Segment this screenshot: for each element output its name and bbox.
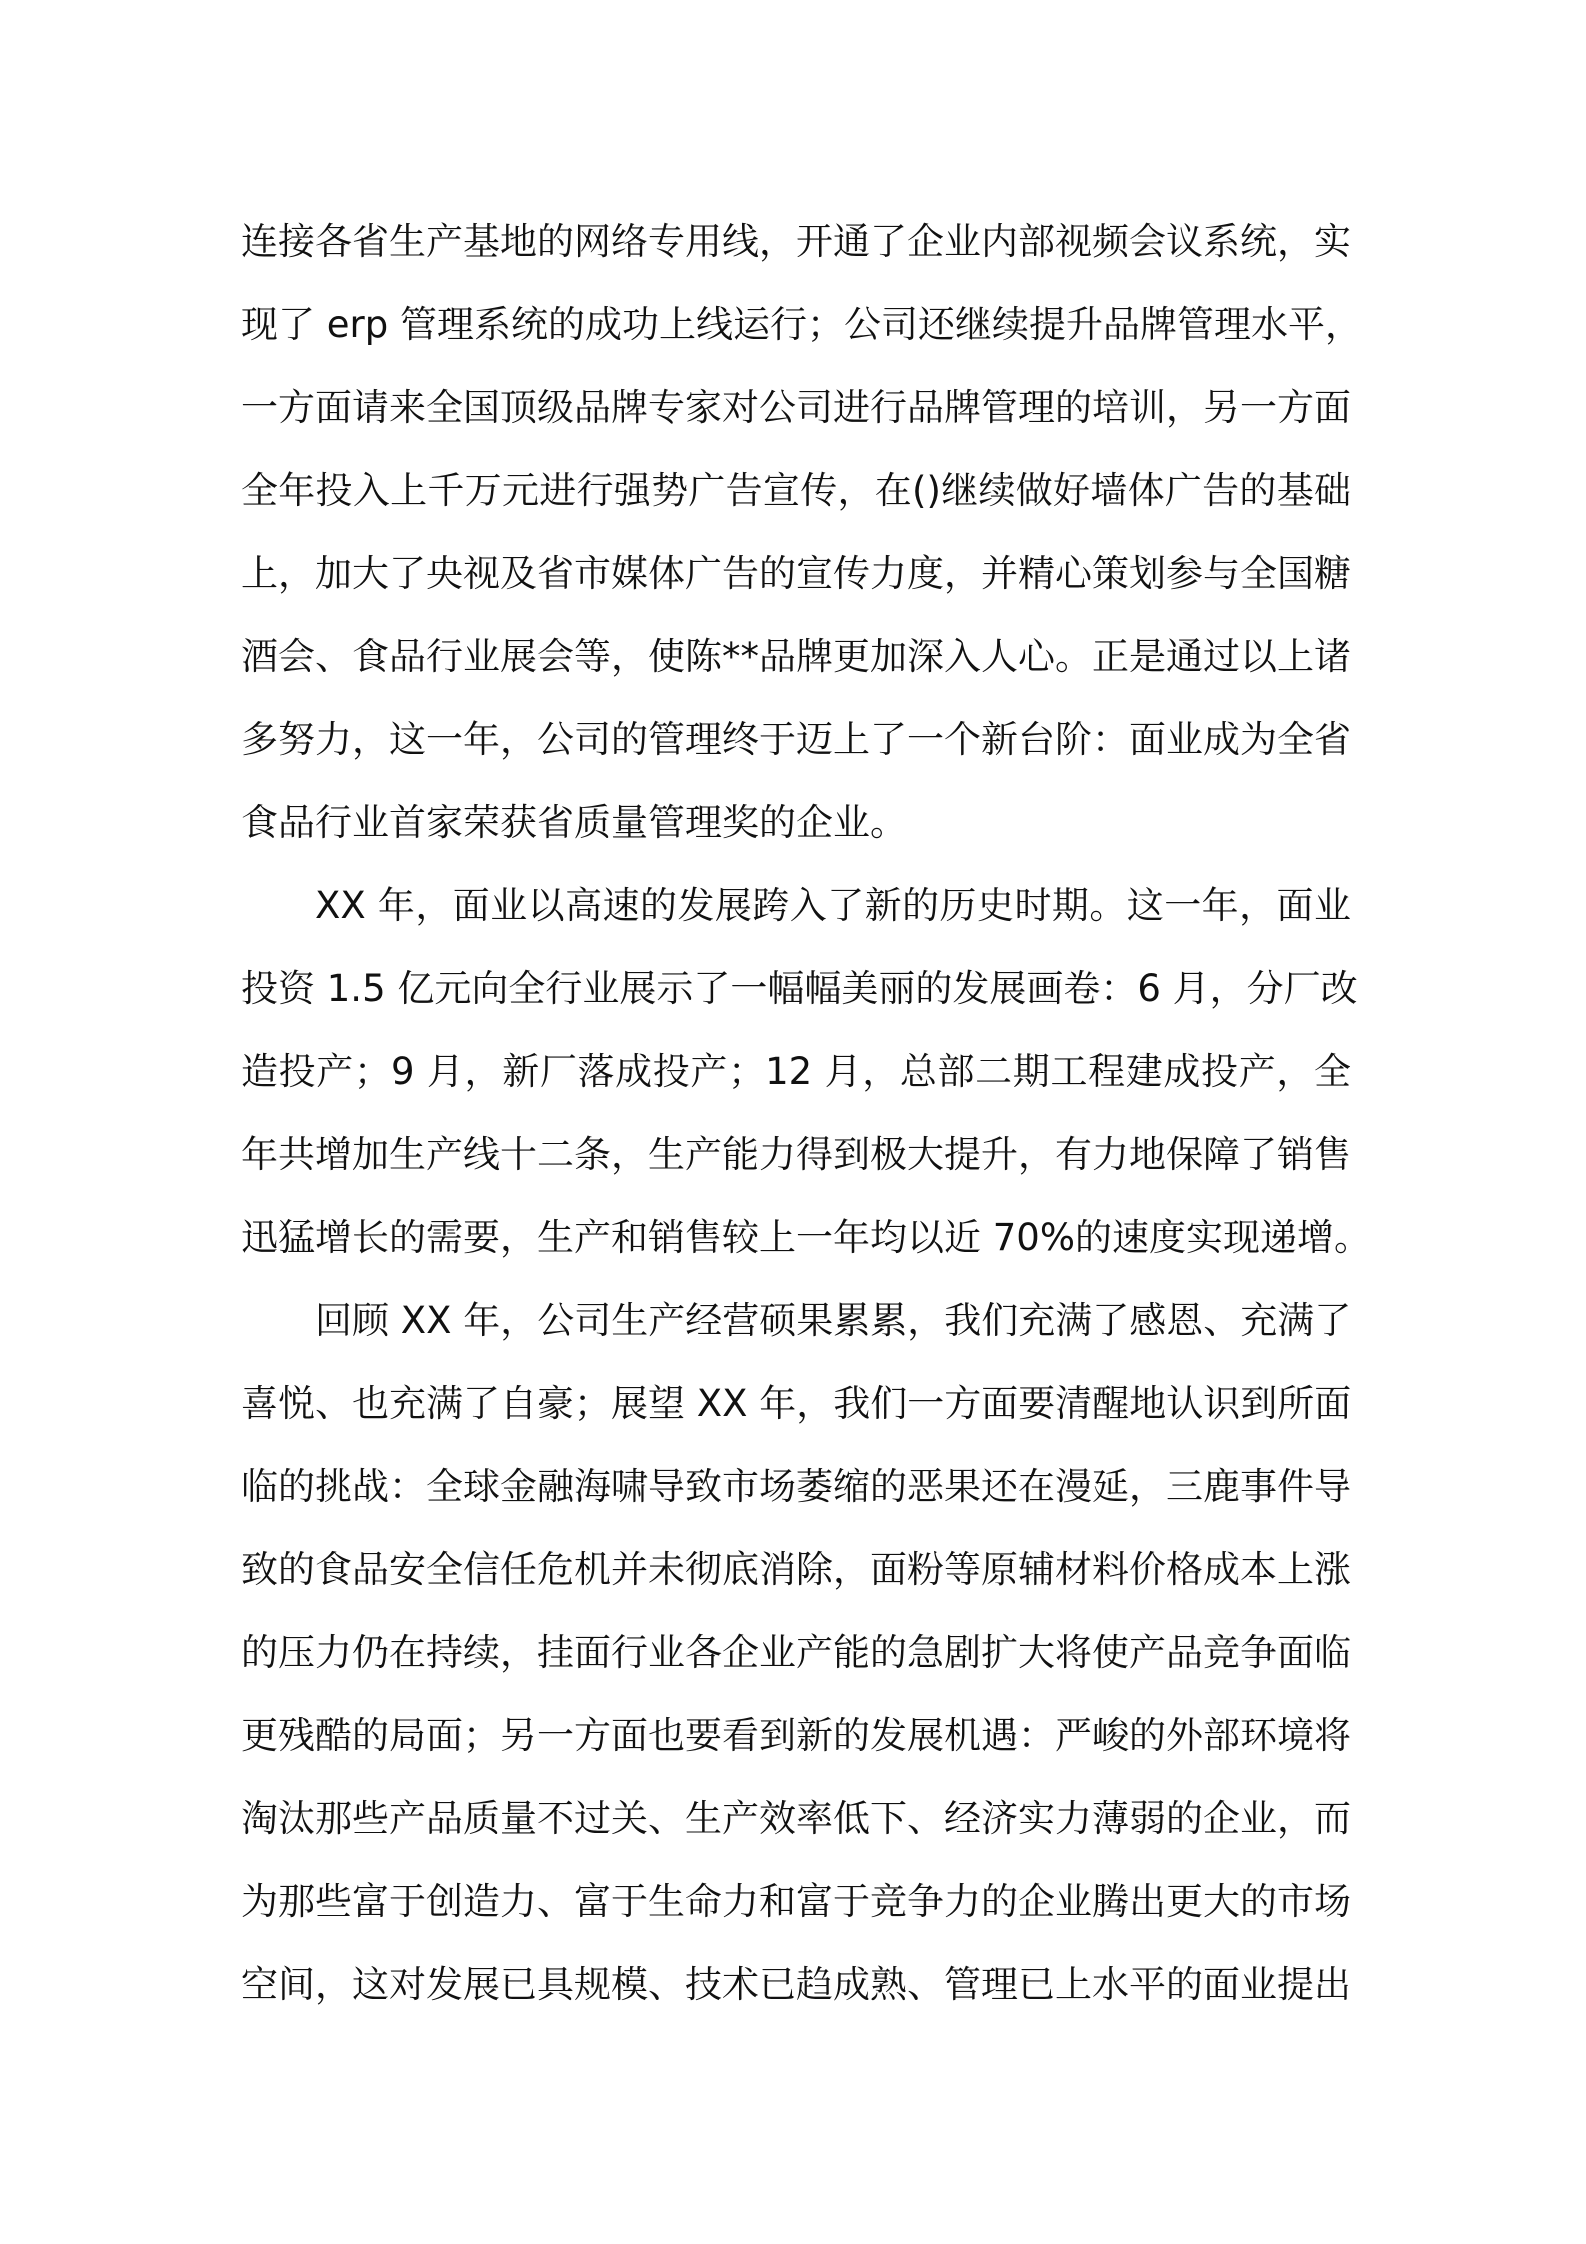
text-line: 上，加大了央视及省市媒体广告的宣传力度，并精心策划参与全国糖 [241, 552, 1351, 595]
paragraph [241, 864, 1371, 1279]
text-line: 迅猛增长的需要，生产和销售较上一年均以近 70%的速度实现递增。 [241, 1216, 1371, 1259]
text-line: XX 年，面业以高速的发展跨入了新的历史时期。这一年，面业 [315, 884, 1351, 927]
text-line: 投资 1.5 亿元向全行业展示了一幅幅美丽的发展画卷：6 月，分厂改 [241, 967, 1358, 1010]
text-line: 造投产；9 月，新厂落成投产；12 月，总部二期工程建成投产，全 [241, 1050, 1351, 1093]
text-line: 回顾 XX 年，公司生产经营硕果累累，我们充满了感恩、充满了 [315, 1299, 1352, 1342]
text-line: 一方面请来全国顶级品牌专家对公司进行品牌管理的培训，另一方面 [241, 386, 1351, 429]
text-line: 多努力，这一年，公司的管理终于迈上了一个新台阶：面业成为全省 [241, 718, 1351, 761]
text-line: 淘汰那些产品质量不过关、生产效率低下、经济实力薄弱的企业，而 [241, 1797, 1351, 1840]
text-line: 喜悦、也充满了自豪；展望 XX 年，我们一方面要清醒地认识到所面 [241, 1382, 1352, 1425]
document-body [241, 200, 1371, 2026]
text-line: 致的食品安全信任危机并未彻底消除，面粉等原辅材料价格成本上涨 [241, 1548, 1351, 1591]
text-line: 连接各省生产基地的网络专用线，开通了企业内部视频会议系统，实 [241, 220, 1351, 263]
text-line: 更残酷的局面；另一方面也要看到新的发展机遇：严峻的外部环境将 [241, 1714, 1351, 1757]
text-line: 年共增加生产线十二条，生产能力得到极大提升，有力地保障了销售 [241, 1133, 1351, 1176]
text-line: 临的挑战：全球金融海啸导致市场萎缩的恶果还在漫延，三鹿事件导 [241, 1465, 1351, 1508]
text-line: 酒会、食品行业展会等，使陈**品牌更加深入人心。正是通过以上诸 [241, 635, 1351, 678]
text-line: 食品行业首家荣获省质量管理奖的企业。 [241, 801, 907, 844]
text-line: 为那些富于创造力、富于生命力和富于竞争力的企业腾出更大的市场 [241, 1880, 1351, 1923]
text-line: 空间，这对发展已具规模、技术已趋成熟、管理已上水平的面业提出 [241, 1963, 1351, 2006]
paragraph [241, 1279, 1351, 2026]
text-line: 现了 erp 管理系统的成功上线运行；公司还继续提升品牌管理水平， [241, 303, 1362, 346]
text-line: 的压力仍在持续，挂面行业各企业产能的急剧扩大将使产品竞争面临 [241, 1631, 1351, 1674]
paragraph [241, 200, 1362, 864]
text-line: 全年投入上千万元进行强势广告宣传，在()继续做好墙体广告的基础 [241, 469, 1351, 512]
